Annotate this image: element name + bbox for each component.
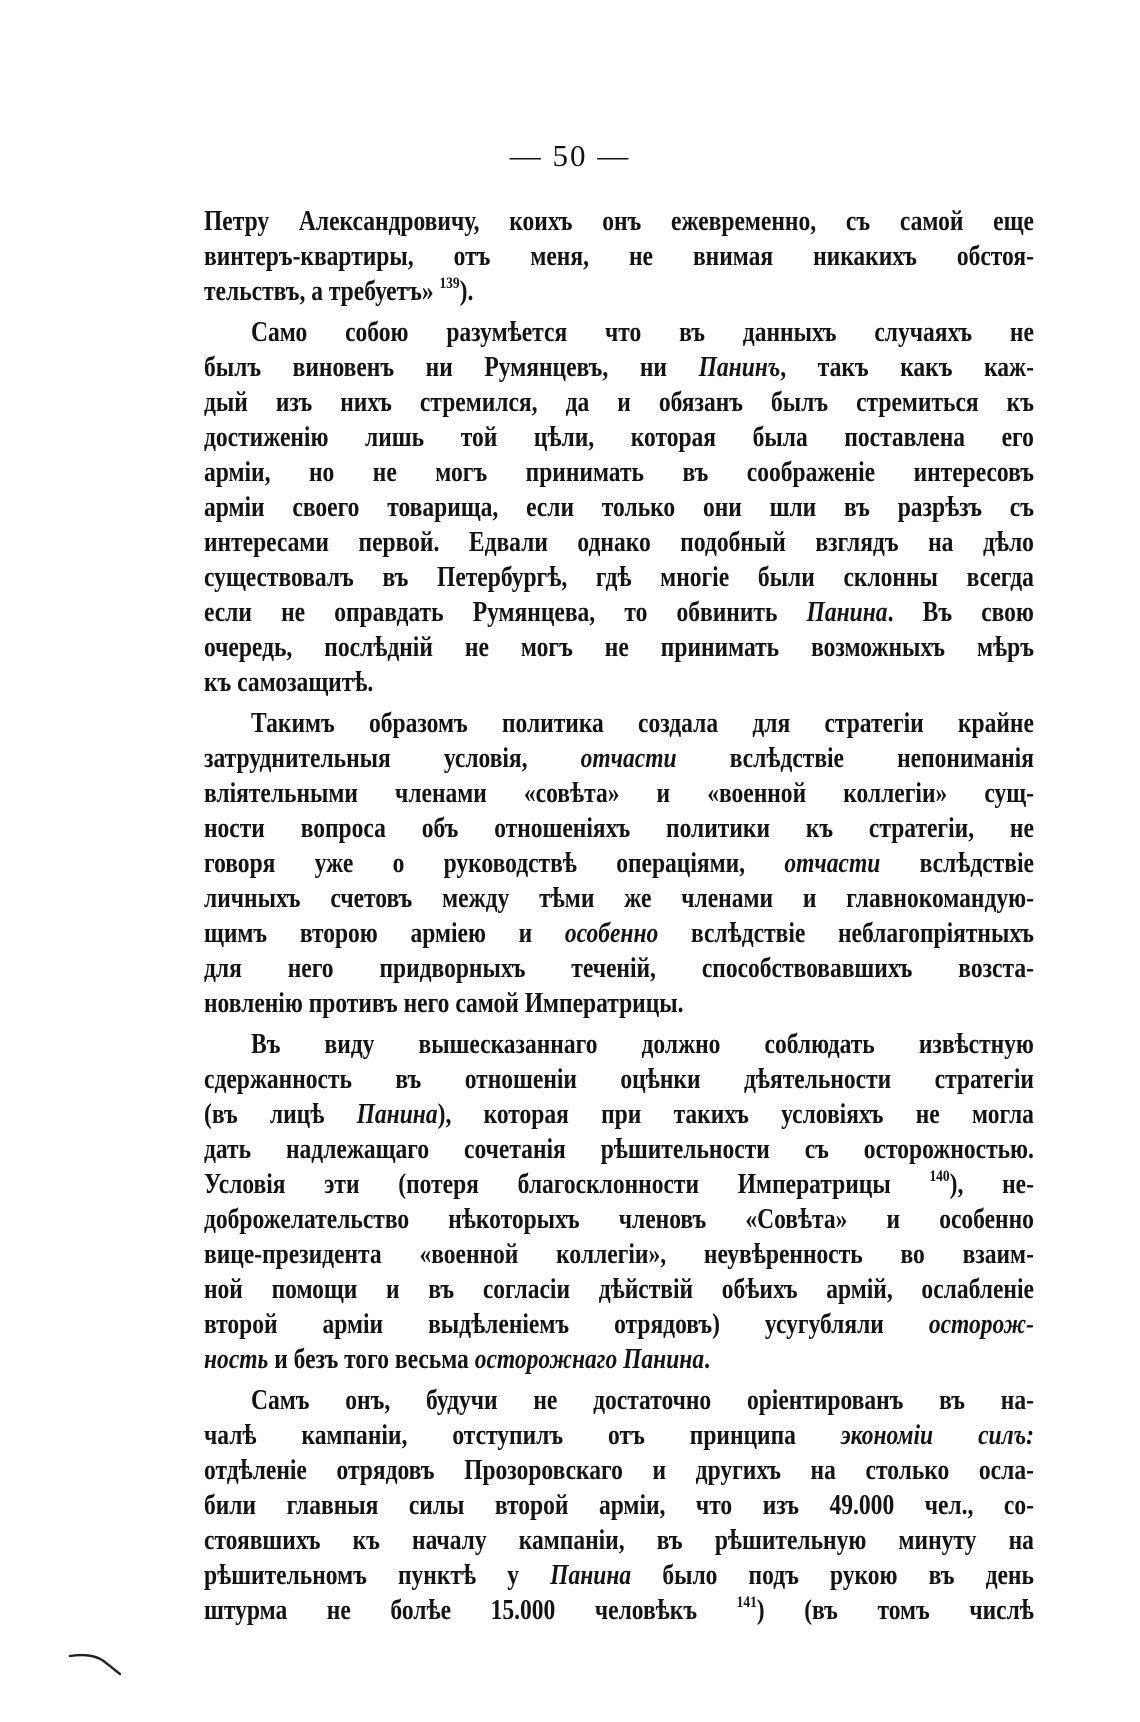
text-line (204, 811, 1034, 846)
line-text: (въ лицѣ (204, 1099, 357, 1130)
line-text: стоявшихъ къ началу кампаніи, въ рѣшительную минуту на (204, 1525, 1034, 1556)
line-text: Петру Александровичу, коихъ онъ ежевременно, съ самой еще (204, 206, 1034, 237)
text-line (204, 630, 1034, 665)
text-line (204, 274, 1034, 309)
line-text: штурма не болѣе 15.000 человѣкъ (204, 1595, 737, 1626)
line-text: второй арміи выдѣленіемъ отрядовъ) усугубляли (204, 1309, 929, 1340)
text-line (204, 385, 1034, 420)
line-text: очередь, послѣдній не могъ не принимать возможныхъ мѣръ (204, 632, 1034, 663)
text-line (204, 665, 1034, 700)
text-line (204, 1383, 1034, 1418)
line-text: къ самозащитѣ. (204, 667, 374, 698)
page-number: — 50 — (509, 138, 631, 173)
italic-text: отчасти (784, 848, 881, 879)
line-text: было подъ рукою въ день (631, 1560, 1034, 1591)
line-text: затруднительныя условія, (204, 743, 581, 774)
text-line (204, 1132, 1034, 1167)
text-line (204, 315, 1034, 350)
text-line (204, 350, 1034, 385)
text-line (204, 239, 1034, 274)
text-line (204, 881, 1034, 916)
line-text: существовалъ въ Петербургѣ, гдѣ многіе были склонны всегда (204, 562, 1034, 593)
line-text: арміи своего товарища, если только они шли въ разрѣзъ съ (204, 492, 1034, 523)
text-line (204, 1202, 1034, 1237)
italic-text: осторож- (928, 1309, 1034, 1340)
line-text: ной помощи и въ согласіи дѣйствій обѣихъ армій, ослабленіе (204, 1274, 1034, 1305)
line-text: арміи, но не могъ принимать въ соображеніе интересовъ (204, 457, 1034, 488)
text-line (204, 951, 1034, 986)
text-line (204, 1488, 1034, 1523)
text-line (204, 1593, 1034, 1628)
line-text: ), не- (949, 1169, 1034, 1200)
text-line (204, 776, 1034, 811)
text-line (204, 1307, 1034, 1342)
text-line (204, 1237, 1034, 1272)
line-text: . Въ свою (887, 597, 1034, 628)
text-line (204, 490, 1034, 525)
line-text: для него придворныхъ теченій, способствовавшихъ возста- (204, 953, 1034, 984)
line-text: били главныя силы второй арміи, что изъ 49.000 чел., со- (204, 1490, 1034, 1521)
line-text: сдержанность въ отношеніи оцѣнки дѣятельности стратегіи (204, 1064, 1034, 1095)
line-text: ), которая при такихъ условіяхъ не могла (437, 1099, 1034, 1130)
text-line (204, 1062, 1034, 1097)
line-text: вслѣдствіе неблагопріятныхъ (658, 918, 1034, 949)
line-text: Самъ онъ, будучи не достаточно оріентированъ въ на- (251, 1385, 1034, 1416)
line-text: чалѣ кампаніи, отступилъ отъ принципа (204, 1420, 841, 1451)
line-text: винтеръ-квартиры, отъ меня, не внимая никакихъ обстоя- (204, 241, 1034, 272)
italic-text: Панина (356, 1099, 438, 1130)
italic-text: экономіи силъ: (840, 1420, 1034, 1451)
footnote-ref: 139 (439, 275, 460, 292)
text-line (204, 525, 1034, 560)
line-text: щимъ второю арміею и (204, 918, 565, 949)
line-text: вслѣдствіе непониманія (676, 743, 1034, 774)
line-text: тельствъ, а требуетъ» (204, 276, 440, 307)
text-line (204, 1418, 1034, 1453)
footnote-ref: 141 (736, 1594, 757, 1611)
italic-text: отчасти (580, 743, 677, 774)
text-line (204, 560, 1034, 595)
text-line (204, 916, 1034, 951)
line-text: Такимъ образомъ политика создала для стратегіи крайне (251, 708, 1034, 739)
line-text: ности вопроса объ отношеніяхъ политики къ стратегіи, не (204, 813, 1034, 844)
text-line (204, 1558, 1034, 1593)
line-text: доброжелательство нѣкоторыхъ членовъ «Совѣта» и особенно (204, 1204, 1034, 1235)
italic-text: осторожнаго Панина (474, 1344, 705, 1375)
line-text: рѣшительномъ пунктѣ у (204, 1560, 551, 1591)
italic-text: ность (204, 1344, 269, 1375)
italic-text: Панинъ (698, 352, 781, 383)
line-text: былъ виновенъ ни Румянцевъ, ни (204, 352, 699, 383)
text-line (204, 595, 1034, 630)
line-text: Условія эти (потеря благосклонности Императрицы (204, 1169, 930, 1200)
text-line (204, 1272, 1034, 1307)
text-line (204, 986, 1034, 1021)
line-text: Въ виду вышесказаннаго должно соблюдать извѣстную (251, 1029, 1034, 1060)
line-text: дать надлежащаго сочетанія рѣшительности съ осторожностью. (204, 1134, 1034, 1165)
italic-text: Панина (806, 597, 888, 628)
line-text: дый изъ нихъ стремился, да и обязанъ былъ стремиться къ (204, 387, 1034, 418)
line-text: Само собою разумѣется что въ данныхъ случаяхъ не (251, 317, 1034, 348)
line-text: ). (459, 276, 474, 307)
line-text: вице-президента «военной коллегіи», неувѣренность во взаим- (204, 1239, 1034, 1270)
body-text (204, 204, 1034, 1628)
line-text: ) (въ томъ числѣ (756, 1595, 1034, 1626)
line-text: и безъ того весьма (268, 1344, 475, 1375)
text-line (204, 1342, 1034, 1377)
text-line (204, 455, 1034, 490)
line-text: новленію противъ него самой Императрицы. (204, 988, 684, 1019)
line-text: отдѣленіе отрядовъ Прозоровскаго и другихъ на столько осла- (204, 1455, 1034, 1486)
text-line (204, 1523, 1034, 1558)
text-line (204, 204, 1034, 239)
body-text-inner (204, 204, 1034, 1628)
line-text: интересами первой. Едвали однако подобный взглядъ на дѣло (204, 527, 1034, 558)
text-line (204, 1453, 1034, 1488)
margin-pen-mark (68, 1648, 128, 1678)
line-text: личныхъ счетовъ между тѣми же членами и главнокомандую- (204, 883, 1034, 914)
line-text: если не оправдать Румянцева, то обвинить (204, 597, 807, 628)
text-line (204, 420, 1034, 455)
text-line (204, 846, 1034, 881)
line-text: вліятельными членами «совѣта» и «военной коллегіи» сущ- (204, 778, 1034, 809)
italic-text: Панина (550, 1560, 632, 1591)
line-text: . (704, 1344, 711, 1375)
text-line (204, 1097, 1034, 1132)
text-line (204, 706, 1034, 741)
text-line (204, 1167, 1034, 1202)
text-line (204, 1027, 1034, 1062)
line-text: говоря уже о руководствѣ операціями, (204, 848, 785, 879)
italic-text: особенно (564, 918, 659, 949)
line-text: вслѣдствіе (880, 848, 1034, 879)
line-text: достиженію лишь той цѣли, которая была поставлена его (204, 422, 1034, 453)
footnote-ref: 140 (929, 1168, 950, 1185)
line-text: , такъ какъ каж- (780, 352, 1034, 383)
text-line (204, 741, 1034, 776)
